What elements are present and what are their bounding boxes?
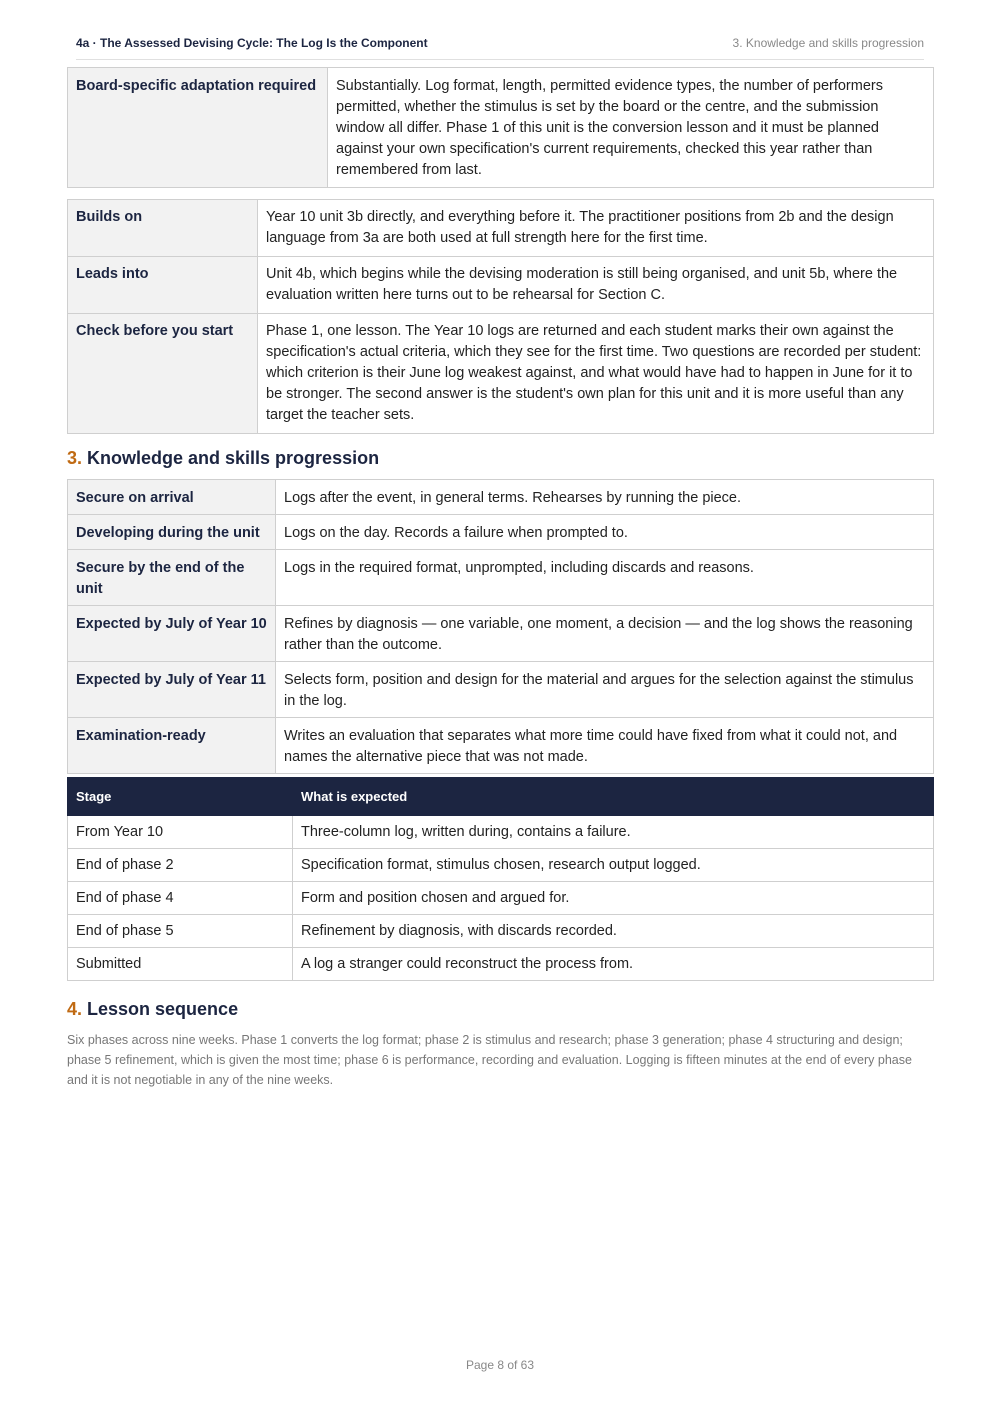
row-value: Logs after the event, in general terms. Rehearses by running the piece. bbox=[276, 480, 934, 515]
section-title: Lesson sequence bbox=[87, 999, 239, 1019]
table-row bbox=[68, 718, 934, 774]
section-heading bbox=[67, 448, 379, 469]
table-row bbox=[68, 480, 934, 515]
row-key: Builds on bbox=[68, 200, 258, 257]
expected-cell: Form and position chosen and argued for. bbox=[293, 882, 934, 915]
table-header-row bbox=[68, 778, 934, 816]
row-key: Expected by July of Year 11 bbox=[68, 662, 276, 718]
section-heading bbox=[67, 999, 238, 1020]
row-key: Secure on arrival bbox=[68, 480, 276, 515]
expected-cell: Specification format, stimulus chosen, research output logged. bbox=[293, 849, 934, 882]
row-value: Selects form, position and design for the material and argues for the selection against the stimulus in the log. bbox=[276, 662, 934, 718]
column-header-expected: What is expected bbox=[293, 778, 934, 816]
row-key: Developing during the unit bbox=[68, 515, 276, 550]
row-key: Expected by July of Year 10 bbox=[68, 606, 276, 662]
row-value: Unit 4b, which begins while the devising moderation is still being organised, and unit 5b, where the evaluation written here turns out to be rehearsal for Section C. bbox=[258, 257, 934, 314]
stage-cell: Submitted bbox=[68, 948, 293, 981]
section-body: Six phases across nine weeks. Phase 1 converts the log format; phase 2 is stimulus and research; phase 3 generation; phase 4 structuring and design; phase 5 refinement, which is given the most time; phase 6 is performance, recording and evaluation. Logging is fifteen minutes at the end of every phase and it is not negotiable in any of the nine weeks. bbox=[67, 1033, 912, 1087]
row-value: Refines by diagnosis — one variable, one moment, a decision — and the log shows the reasoning rather than the outcome. bbox=[276, 606, 934, 662]
table-row bbox=[68, 314, 934, 434]
stage-cell: From Year 10 bbox=[68, 816, 293, 849]
row-key: Leads into bbox=[68, 257, 258, 314]
stage-cell: End of phase 5 bbox=[68, 915, 293, 948]
expected-cell: Refinement by diagnosis, with discards recorded. bbox=[293, 915, 934, 948]
row-value: Substantially. Log format, length, permitted evidence types, the number of performers permitted, whether the stimulus is set by the board or the centre, and the submission window all differ. Phase 1 of this unit is the conversion lesson and it must be planned against your own specification's current requirements, checked this year rather than remembered from last. bbox=[328, 68, 934, 188]
table-row bbox=[68, 915, 934, 948]
row-key: Board-specific adaptation required bbox=[68, 68, 328, 188]
row-value: Year 10 unit 3b directly, and everything before it. The practitioner positions from 2b and the design language from 3a are both used at full strength here for the first time. bbox=[258, 200, 934, 257]
running-title: 4a · The Assessed Devising Cycle: The Log Is the Component bbox=[76, 36, 428, 50]
table-row bbox=[68, 550, 934, 606]
table-row bbox=[68, 849, 934, 882]
table-row bbox=[68, 882, 934, 915]
row-key: Examination-ready bbox=[68, 718, 276, 774]
column-header-stage: Stage bbox=[68, 778, 293, 816]
row-value: Logs in the required format, unprompted, including discards and reasons. bbox=[276, 550, 934, 606]
stage-table bbox=[67, 777, 934, 981]
section-title: Knowledge and skills progression bbox=[87, 448, 380, 468]
page-number: Page 8 of 63 bbox=[465, 1358, 535, 1372]
row-key: Check before you start bbox=[68, 314, 258, 434]
row-value: Writes an evaluation that separates what more time could have fixed from what it could not, and names the alternative piece that was not made. bbox=[276, 718, 934, 774]
table-row bbox=[68, 257, 934, 314]
row-value: Logs on the day. Records a failure when prompted to. bbox=[276, 515, 934, 550]
table-row bbox=[68, 515, 934, 550]
table-row bbox=[68, 948, 934, 981]
table-row bbox=[68, 68, 934, 188]
progression-table bbox=[67, 479, 934, 774]
page-header bbox=[76, 36, 924, 60]
section-number: 4. bbox=[67, 999, 83, 1019]
expected-cell: Three-column log, written during, contains a failure. bbox=[293, 816, 934, 849]
stage-cell: End of phase 4 bbox=[68, 882, 293, 915]
running-section: 3. Knowledge and skills progression bbox=[732, 36, 924, 50]
board-adaptation-table bbox=[67, 67, 934, 188]
context-table bbox=[67, 199, 934, 434]
table-row bbox=[68, 662, 934, 718]
table-row bbox=[68, 606, 934, 662]
table-row bbox=[68, 200, 934, 257]
section-number: 3. bbox=[67, 448, 83, 468]
expected-cell: A log a stranger could reconstruct the process from. bbox=[293, 948, 934, 981]
row-value: Phase 1, one lesson. The Year 10 logs are returned and each student marks their own against the specification's actual criteria, which they see for the first time. Two questions are recorded per student: which criterion is their June log weakest against, and what would have had to happen in June for it to be stronger. The second answer is the student's own plan for this unit and it is more useful than any target the teacher sets. bbox=[258, 314, 934, 434]
row-key: Secure by the end of the unit bbox=[68, 550, 276, 606]
stage-cell: End of phase 2 bbox=[68, 849, 293, 882]
table-row bbox=[68, 816, 934, 849]
